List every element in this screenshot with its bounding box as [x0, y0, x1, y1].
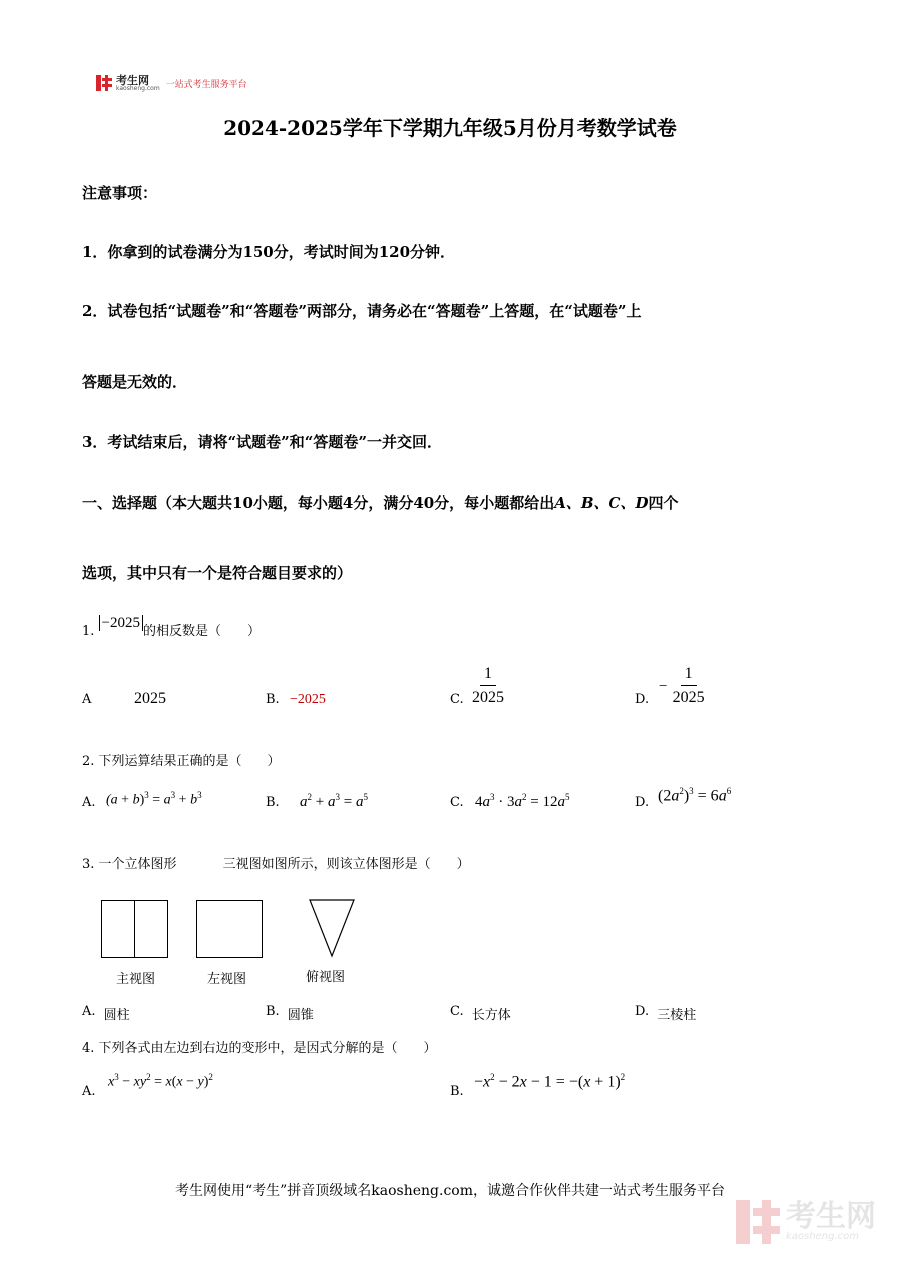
option-text: 圆锥	[287, 1008, 314, 1023]
fraction-denominator: 2025	[472, 689, 504, 706]
q2-option-b-label: B.	[266, 795, 280, 810]
q3-stem-part1: 一个立体图形	[98, 857, 177, 872]
q3-option-a	[82, 1000, 130, 1023]
note-item: 1．你拿到的试卷满分为150分，考试时间为120分钟．	[82, 243, 456, 261]
exam-title: 2024-2025学年下学期九年级5月份月考数学试卷	[223, 116, 677, 140]
section-heading-part1: 一、选择题（本大题共10小题，每小题4分，满分40分，每小题都给出	[82, 494, 555, 512]
question-2	[82, 750, 281, 769]
question-3	[82, 853, 470, 872]
kaosheng-logo-icon	[96, 75, 112, 91]
q1-option-d-fraction	[659, 665, 705, 707]
q1-option-a-value: 2025	[134, 690, 166, 707]
option-text: 圆柱	[103, 1008, 130, 1023]
watermark-domain: kaosheng.com	[786, 1231, 859, 1242]
q1-stem: 的相反数是（ ）	[143, 624, 261, 639]
fraction-numerator: 1	[681, 665, 697, 686]
q2-option-a-formula: $(a + b)^3 = a^3 + b^3$	[106, 790, 202, 808]
question-number: 2.	[82, 754, 95, 769]
section-heading-line2: 选项，其中只有一个是符合题目要求的）	[82, 564, 353, 582]
q3-option-c	[450, 1000, 511, 1023]
note-item: 3．考试结束后，请将“试题卷”和“答题卷”一并交回．	[82, 433, 442, 451]
logo-slogan: 一站式考生服务平台	[165, 79, 247, 90]
option-label: C.	[450, 1004, 464, 1019]
option-text: 长方体	[471, 1008, 511, 1023]
section-heading	[82, 492, 678, 513]
view-label-left: 左视图	[207, 972, 247, 987]
q3-option-d	[635, 1000, 697, 1023]
q4-option-a-label: A.	[82, 1084, 96, 1099]
section-heading-letters: A、B、C、D	[554, 494, 649, 512]
logo-domain: kaosheng.com	[116, 84, 160, 92]
fraction-sign: −	[659, 678, 668, 695]
watermark-name: 考生网	[786, 1199, 876, 1234]
q2-option-c-formula: $4a^3 \cdot 3a^2 = 12a^5$	[475, 792, 570, 810]
q4-stem: 下列各式由左边到右边的变形中，是因式分解的是（ ）	[98, 1041, 437, 1056]
question-number: 1.	[82, 624, 95, 639]
q2-option-c-label: C.	[450, 795, 464, 810]
q1-expression: −2025	[99, 615, 143, 631]
q2-option-b-formula: $a^2 + a^3 = a^5$	[300, 792, 368, 810]
q1-option-a-label: A	[82, 692, 92, 707]
front-view-figure	[101, 900, 168, 958]
q2-stem: 下列运算结果正确的是（ ）	[98, 754, 281, 769]
section-heading-part2: 四个	[648, 494, 679, 512]
q3-stem-part2: 三视图如图所示，则该立体图形是（ ）	[222, 857, 470, 872]
notes-heading: 注意事项：	[82, 184, 158, 202]
logo-name: 考生网	[116, 73, 149, 87]
q1-option-c-label: C.	[450, 692, 464, 707]
q3-option-b	[266, 1000, 314, 1023]
option-label: D.	[635, 1004, 650, 1019]
watermark	[736, 1200, 876, 1244]
q4-option-a-formula: $x^3 - xy^2 = x(x - y)^2$	[108, 1072, 213, 1090]
left-view-figure	[196, 900, 263, 958]
q2-option-a-label: A.	[82, 795, 96, 810]
question-1	[82, 615, 261, 640]
q4-option-b-label: B.	[450, 1084, 464, 1099]
question-number: 4.	[82, 1041, 95, 1056]
fraction-numerator: 1	[480, 665, 496, 686]
note-item: 答题是无效的．	[82, 373, 188, 391]
watermark-logo-icon	[736, 1200, 780, 1244]
option-label: B.	[266, 1004, 280, 1019]
question-4	[82, 1037, 437, 1056]
q1-option-c-fraction	[472, 665, 504, 707]
fraction-denominator: 2025	[672, 689, 705, 706]
q1-option-b-value: −2025	[290, 692, 326, 707]
note-item: 2．试卷包括“试题卷”和“答题卷”两部分，请务必在“答题卷”上答题，在“试题卷”上	[82, 302, 642, 320]
q2-option-d-formula: $(2a^2)^3 = 6a^6$	[658, 786, 732, 805]
top-view-figure	[308, 898, 356, 958]
view-label-top: 俯视图	[306, 970, 346, 985]
view-label-front: 主视图	[116, 972, 156, 987]
page-footer: 考生网使用“考生”拼音顶级域名kaosheng.com，诚邀合作伙伴共建一站式考生服务平台	[174, 1183, 726, 1199]
q4-option-b-formula: $-x^2 - 2x - 1 = -(x + 1)^2$	[474, 1072, 626, 1091]
brand-logo	[96, 72, 247, 94]
question-number: 3.	[82, 857, 95, 872]
option-label: A.	[82, 1004, 96, 1019]
option-text: 三棱柱	[657, 1008, 697, 1023]
q1-option-d-label: D.	[635, 692, 650, 707]
q2-option-d-label: D.	[635, 795, 650, 810]
q1-option-b-label: B.	[266, 692, 280, 707]
